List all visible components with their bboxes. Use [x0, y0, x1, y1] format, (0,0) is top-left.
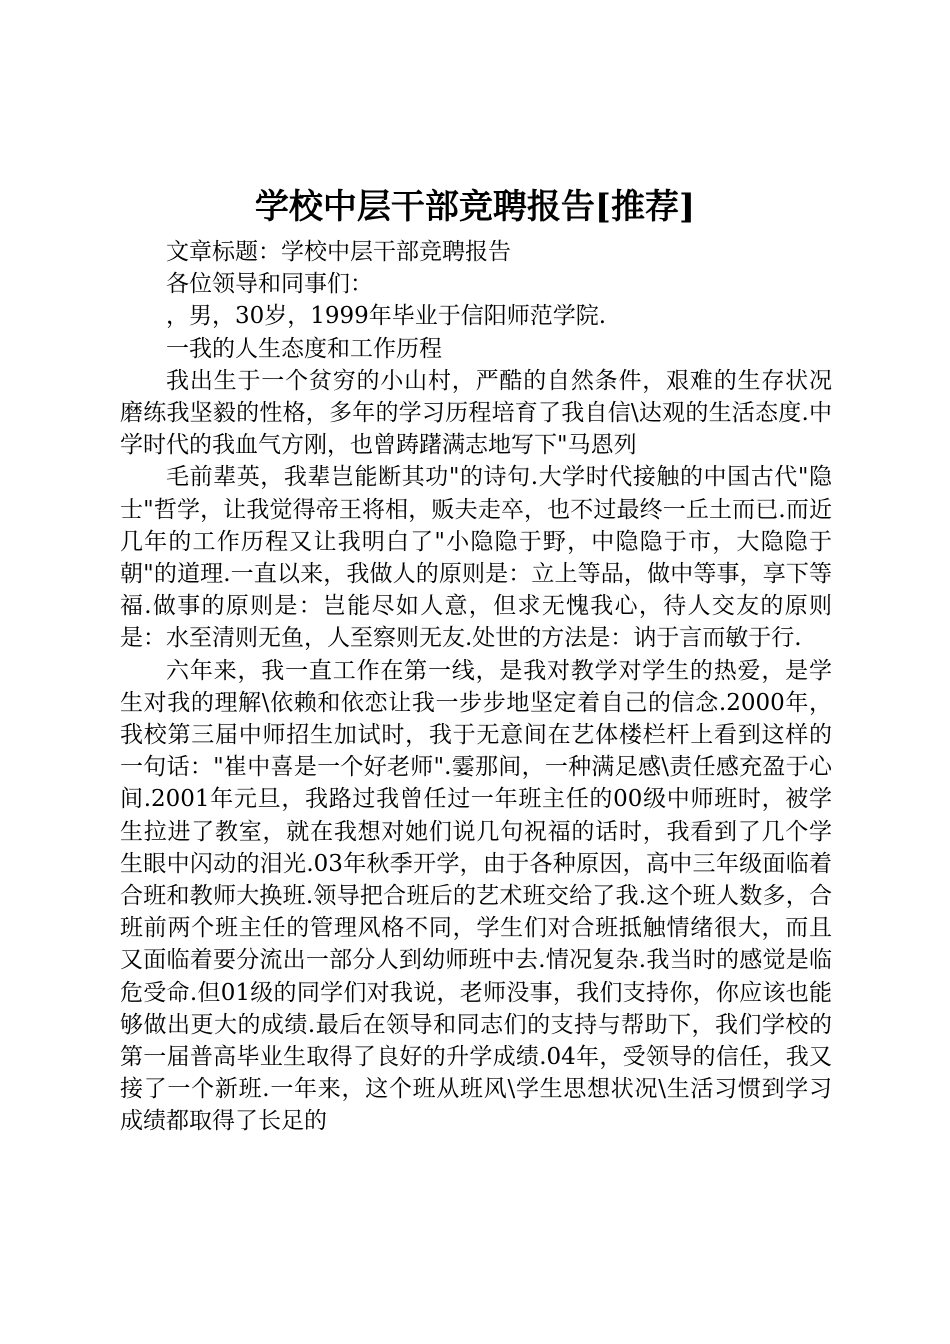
salutation: 各位领导和同事们： — [166, 271, 373, 298]
body-paragraph: 毛前辈英，我辈岂能断其功"的诗句.大学时代接触的中国古代"隐士"哲学，让我觉得帝王将相，贩夫走卒，也不过最终一丘土而已.而近几年的工作历程又让我明白了"小隐隐于野，中隐隐于市，大隐隐于朝"的道理.一直以来，我做人的原则是：立上等品，做中等事，享下等福.做事的原则是：岂能尽如人意，但求无愧我心，待人交友的原则是：水至清则无鱼，人至察则无友.处世的方法是：讷于言而敏于行. — [120, 464, 832, 652]
article-title-line: 文章标题：学校中层干部竞聘报告 — [166, 239, 511, 265]
document-body — [120, 236, 832, 1138]
personal-info: ，男，30岁，1999年毕业于信阳师范学院. — [166, 303, 607, 330]
body-paragraph: 我出生于一个贫穷的小山村，严酷的自然条件，艰难的生存状况磨练我坚毅的性格，多年的学习历程培育了我自信\达观的生活态度.中学时代的我血气方刚，也曾踌躇满志地写下"马恩列 — [120, 367, 832, 459]
document-title: 学校中层干部竞聘报告[推荐] — [254, 187, 696, 227]
section-heading: 一我的人生态度和工作历程 — [166, 335, 442, 362]
body-paragraph: 六年来，我一直工作在第一线，是我对教学对学生的热爱，是学生对我的理解\依赖和依恋让我一步步地坚定着自己的信念.2000年，我校第三届中师招生加试时，我于无意间在艺体楼栏杆上看到这样的一句话："崔中喜是一个好老师".霎那间，一种满足感\责任感充盈于心间.2001年元旦，我路过我曾任过一年班主任的00级中师班时，被学生拉进了教室，就在我想对她们说几句祝福的话时，我看到了几个学生眼中闪动的泪光.03年秋季开学，由于各种原因，高中三年级面临着合班和教师大换班.领导把合班后的艺术班交给了我.这个班人数多，合班前两个班主任的管理风格不同，学生们对合班抵触情绪很大，而且又面临着要分流出一部分人到幼师班中去.情况复杂.我当时的感觉是临危受命.但01级的同学们对我说，老师没事，我们支持你，你应该也能够做出更大的成绩.最后在领导和同志们的支持与帮助下，我们学校的第一届普高毕业生取得了良好的升学成绩.04年，受领导的信任，我又接了一个新班.一年来，这个班从班风\学生思想状况\生活习惯到学习成绩都取得了长足的 — [120, 657, 832, 1135]
